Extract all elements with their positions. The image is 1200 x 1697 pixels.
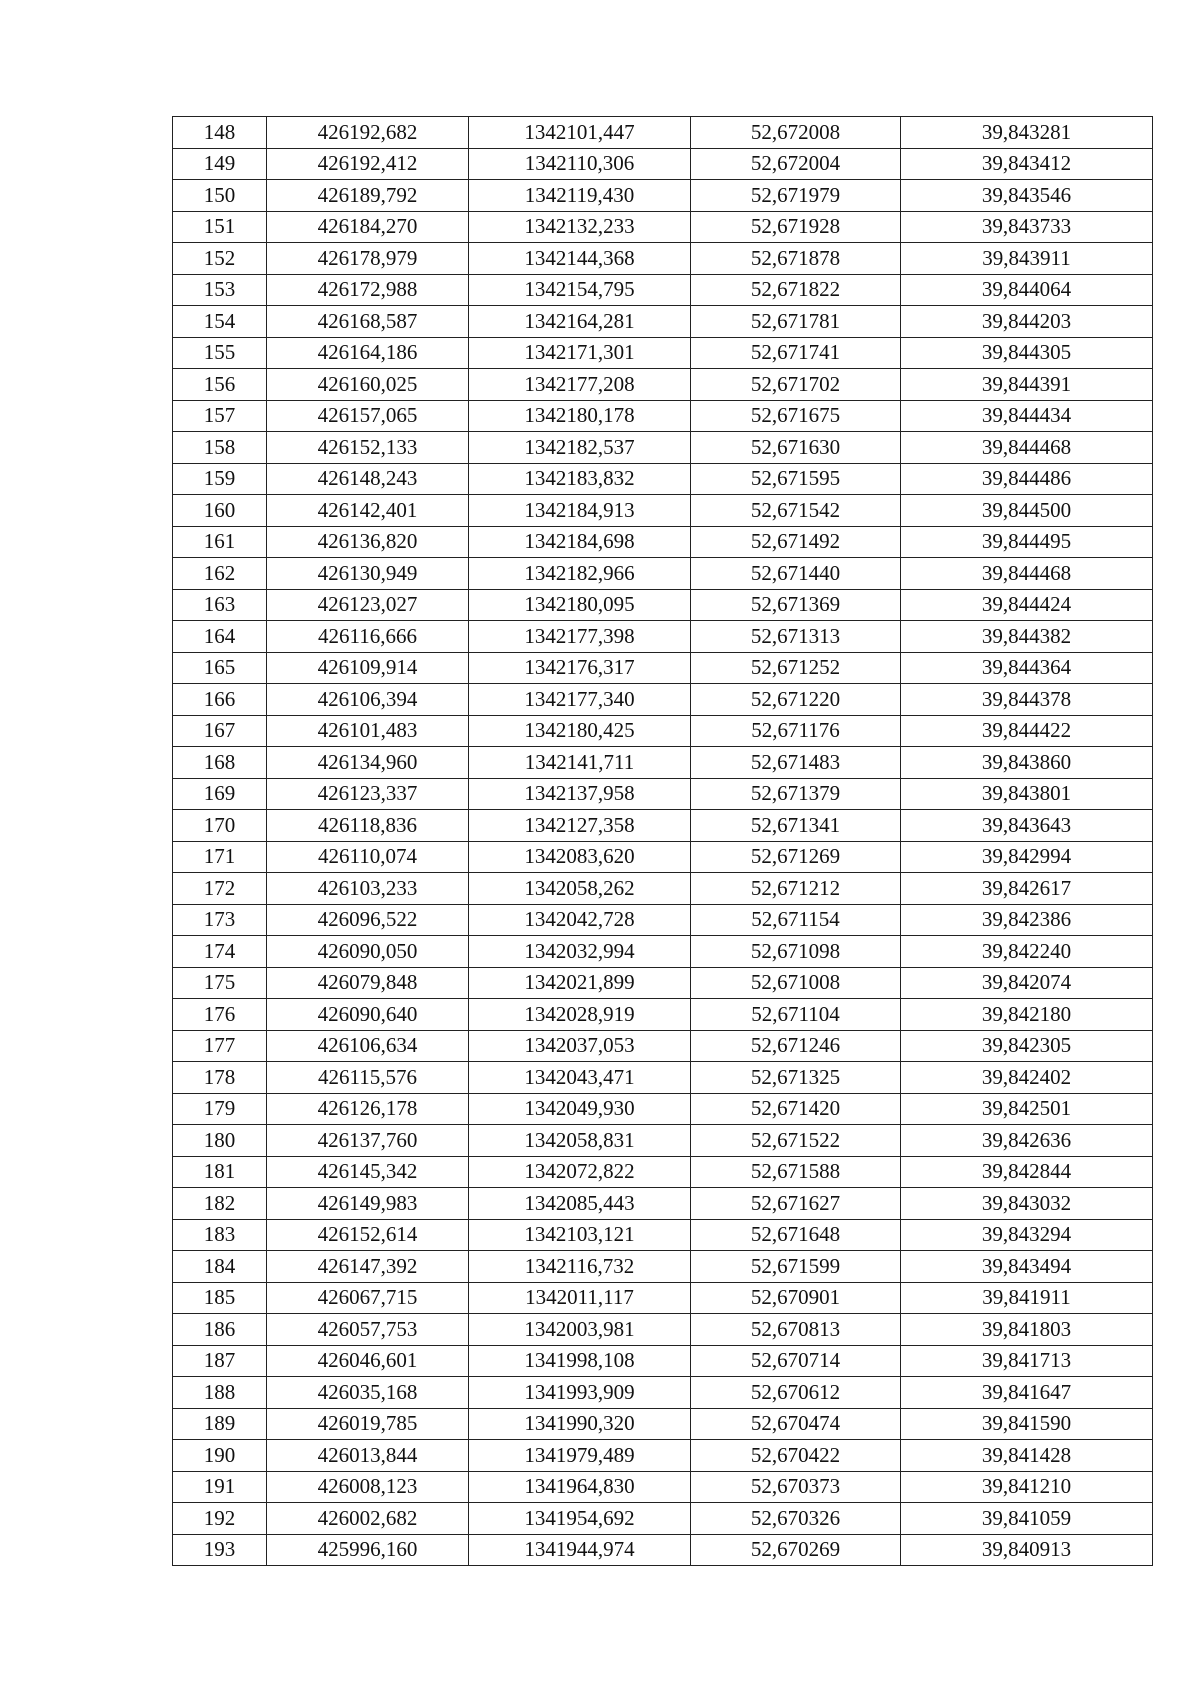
x-coordinate-cell: 426090,050 bbox=[267, 936, 469, 968]
latitude-cell: 52,671492 bbox=[691, 526, 901, 558]
longitude-cell: 39,841647 bbox=[901, 1377, 1153, 1409]
y-coordinate-cell: 1342003,981 bbox=[469, 1314, 691, 1346]
latitude-cell: 52,671878 bbox=[691, 243, 901, 275]
x-coordinate-cell: 426109,914 bbox=[267, 652, 469, 684]
point-number-cell: 181 bbox=[173, 1156, 267, 1188]
latitude-cell: 52,671542 bbox=[691, 495, 901, 527]
table-row bbox=[173, 1440, 1153, 1472]
longitude-cell: 39,843733 bbox=[901, 211, 1153, 243]
latitude-cell: 52,671379 bbox=[691, 778, 901, 810]
longitude-cell: 39,843494 bbox=[901, 1251, 1153, 1283]
point-number-cell: 177 bbox=[173, 1030, 267, 1062]
table-row bbox=[173, 1030, 1153, 1062]
coordinates-table bbox=[172, 116, 1153, 1566]
longitude-cell: 39,843911 bbox=[901, 243, 1153, 275]
point-number-cell: 173 bbox=[173, 904, 267, 936]
y-coordinate-cell: 1342180,178 bbox=[469, 400, 691, 432]
y-coordinate-cell: 1342032,994 bbox=[469, 936, 691, 968]
point-number-cell: 167 bbox=[173, 715, 267, 747]
table-row bbox=[173, 306, 1153, 338]
x-coordinate-cell: 426160,025 bbox=[267, 369, 469, 401]
point-number-cell: 155 bbox=[173, 337, 267, 369]
x-coordinate-cell: 426118,836 bbox=[267, 810, 469, 842]
x-coordinate-cell: 426189,792 bbox=[267, 180, 469, 212]
y-coordinate-cell: 1342182,966 bbox=[469, 558, 691, 590]
latitude-cell: 52,670901 bbox=[691, 1282, 901, 1314]
latitude-cell: 52,671008 bbox=[691, 967, 901, 999]
table-row bbox=[173, 747, 1153, 779]
y-coordinate-cell: 1342058,262 bbox=[469, 873, 691, 905]
table-row bbox=[173, 1188, 1153, 1220]
point-number-cell: 152 bbox=[173, 243, 267, 275]
point-number-cell: 191 bbox=[173, 1471, 267, 1503]
latitude-cell: 52,671599 bbox=[691, 1251, 901, 1283]
point-number-cell: 188 bbox=[173, 1377, 267, 1409]
table-row bbox=[173, 1314, 1153, 1346]
longitude-cell: 39,841713 bbox=[901, 1345, 1153, 1377]
table-row bbox=[173, 1534, 1153, 1566]
longitude-cell: 39,844422 bbox=[901, 715, 1153, 747]
y-coordinate-cell: 1342049,930 bbox=[469, 1093, 691, 1125]
longitude-cell: 39,843643 bbox=[901, 810, 1153, 842]
table-row bbox=[173, 778, 1153, 810]
longitude-cell: 39,844382 bbox=[901, 621, 1153, 653]
x-coordinate-cell: 426142,401 bbox=[267, 495, 469, 527]
x-coordinate-cell: 426192,682 bbox=[267, 117, 469, 149]
longitude-cell: 39,844424 bbox=[901, 589, 1153, 621]
y-coordinate-cell: 1341993,909 bbox=[469, 1377, 691, 1409]
y-coordinate-cell: 1342037,053 bbox=[469, 1030, 691, 1062]
point-number-cell: 158 bbox=[173, 432, 267, 464]
table-row bbox=[173, 117, 1153, 149]
y-coordinate-cell: 1342103,121 bbox=[469, 1219, 691, 1251]
table-row bbox=[173, 1093, 1153, 1125]
table-row bbox=[173, 936, 1153, 968]
y-coordinate-cell: 1342042,728 bbox=[469, 904, 691, 936]
y-coordinate-cell: 1342184,913 bbox=[469, 495, 691, 527]
latitude-cell: 52,671246 bbox=[691, 1030, 901, 1062]
latitude-cell: 52,670422 bbox=[691, 1440, 901, 1472]
table-row bbox=[173, 1219, 1153, 1251]
x-coordinate-cell: 426148,243 bbox=[267, 463, 469, 495]
latitude-cell: 52,671220 bbox=[691, 684, 901, 716]
point-number-cell: 166 bbox=[173, 684, 267, 716]
point-number-cell: 151 bbox=[173, 211, 267, 243]
longitude-cell: 39,843860 bbox=[901, 747, 1153, 779]
x-coordinate-cell: 426137,760 bbox=[267, 1125, 469, 1157]
latitude-cell: 52,671104 bbox=[691, 999, 901, 1031]
longitude-cell: 39,844378 bbox=[901, 684, 1153, 716]
y-coordinate-cell: 1342072,822 bbox=[469, 1156, 691, 1188]
x-coordinate-cell: 426134,960 bbox=[267, 747, 469, 779]
point-number-cell: 180 bbox=[173, 1125, 267, 1157]
point-number-cell: 186 bbox=[173, 1314, 267, 1346]
latitude-cell: 52,670373 bbox=[691, 1471, 901, 1503]
longitude-cell: 39,844495 bbox=[901, 526, 1153, 558]
point-number-cell: 176 bbox=[173, 999, 267, 1031]
x-coordinate-cell: 426106,634 bbox=[267, 1030, 469, 1062]
x-coordinate-cell: 426067,715 bbox=[267, 1282, 469, 1314]
latitude-cell: 52,671313 bbox=[691, 621, 901, 653]
table-row bbox=[173, 432, 1153, 464]
latitude-cell: 52,671212 bbox=[691, 873, 901, 905]
y-coordinate-cell: 1342184,698 bbox=[469, 526, 691, 558]
table-row bbox=[173, 400, 1153, 432]
point-number-cell: 171 bbox=[173, 841, 267, 873]
latitude-cell: 52,670269 bbox=[691, 1534, 901, 1566]
x-coordinate-cell: 426019,785 bbox=[267, 1408, 469, 1440]
x-coordinate-cell: 426002,682 bbox=[267, 1503, 469, 1535]
table-row bbox=[173, 558, 1153, 590]
latitude-cell: 52,671325 bbox=[691, 1062, 901, 1094]
point-number-cell: 187 bbox=[173, 1345, 267, 1377]
table-row bbox=[173, 1503, 1153, 1535]
latitude-cell: 52,671702 bbox=[691, 369, 901, 401]
table-row bbox=[173, 1345, 1153, 1377]
latitude-cell: 52,671522 bbox=[691, 1125, 901, 1157]
x-coordinate-cell: 426101,483 bbox=[267, 715, 469, 747]
y-coordinate-cell: 1342177,340 bbox=[469, 684, 691, 716]
latitude-cell: 52,671269 bbox=[691, 841, 901, 873]
table-row bbox=[173, 1156, 1153, 1188]
x-coordinate-cell: 426130,949 bbox=[267, 558, 469, 590]
y-coordinate-cell: 1342101,447 bbox=[469, 117, 691, 149]
y-coordinate-cell: 1342164,281 bbox=[469, 306, 691, 338]
longitude-cell: 39,844468 bbox=[901, 432, 1153, 464]
longitude-cell: 39,842636 bbox=[901, 1125, 1153, 1157]
point-number-cell: 160 bbox=[173, 495, 267, 527]
longitude-cell: 39,841911 bbox=[901, 1282, 1153, 1314]
x-coordinate-cell: 426115,576 bbox=[267, 1062, 469, 1094]
latitude-cell: 52,671648 bbox=[691, 1219, 901, 1251]
table-row bbox=[173, 621, 1153, 653]
longitude-cell: 39,844364 bbox=[901, 652, 1153, 684]
latitude-cell: 52,671741 bbox=[691, 337, 901, 369]
y-coordinate-cell: 1341964,830 bbox=[469, 1471, 691, 1503]
longitude-cell: 39,844391 bbox=[901, 369, 1153, 401]
longitude-cell: 39,844434 bbox=[901, 400, 1153, 432]
point-number-cell: 192 bbox=[173, 1503, 267, 1535]
latitude-cell: 52,671252 bbox=[691, 652, 901, 684]
point-number-cell: 154 bbox=[173, 306, 267, 338]
latitude-cell: 52,671440 bbox=[691, 558, 901, 590]
table-row bbox=[173, 999, 1153, 1031]
x-coordinate-cell: 426126,178 bbox=[267, 1093, 469, 1125]
point-number-cell: 190 bbox=[173, 1440, 267, 1472]
point-number-cell: 162 bbox=[173, 558, 267, 590]
point-number-cell: 161 bbox=[173, 526, 267, 558]
latitude-cell: 52,671630 bbox=[691, 432, 901, 464]
x-coordinate-cell: 426145,342 bbox=[267, 1156, 469, 1188]
point-number-cell: 175 bbox=[173, 967, 267, 999]
y-coordinate-cell: 1342110,306 bbox=[469, 148, 691, 180]
point-number-cell: 174 bbox=[173, 936, 267, 968]
point-number-cell: 168 bbox=[173, 747, 267, 779]
y-coordinate-cell: 1342171,301 bbox=[469, 337, 691, 369]
point-number-cell: 148 bbox=[173, 117, 267, 149]
table-row bbox=[173, 243, 1153, 275]
x-coordinate-cell: 426164,186 bbox=[267, 337, 469, 369]
point-number-cell: 193 bbox=[173, 1534, 267, 1566]
point-number-cell: 165 bbox=[173, 652, 267, 684]
table-row bbox=[173, 148, 1153, 180]
longitude-cell: 39,844468 bbox=[901, 558, 1153, 590]
longitude-cell: 39,841210 bbox=[901, 1471, 1153, 1503]
point-number-cell: 185 bbox=[173, 1282, 267, 1314]
latitude-cell: 52,671627 bbox=[691, 1188, 901, 1220]
y-coordinate-cell: 1341944,974 bbox=[469, 1534, 691, 1566]
y-coordinate-cell: 1341998,108 bbox=[469, 1345, 691, 1377]
x-coordinate-cell: 426057,753 bbox=[267, 1314, 469, 1346]
table-row bbox=[173, 904, 1153, 936]
table-row bbox=[173, 589, 1153, 621]
table-row bbox=[173, 1125, 1153, 1157]
y-coordinate-cell: 1342183,832 bbox=[469, 463, 691, 495]
latitude-cell: 52,671595 bbox=[691, 463, 901, 495]
longitude-cell: 39,843032 bbox=[901, 1188, 1153, 1220]
table-row bbox=[173, 526, 1153, 558]
longitude-cell: 39,841059 bbox=[901, 1503, 1153, 1535]
table-row bbox=[173, 180, 1153, 212]
table-row bbox=[173, 1377, 1153, 1409]
x-coordinate-cell: 426035,168 bbox=[267, 1377, 469, 1409]
point-number-cell: 189 bbox=[173, 1408, 267, 1440]
table-row bbox=[173, 652, 1153, 684]
longitude-cell: 39,844064 bbox=[901, 274, 1153, 306]
table-row bbox=[173, 211, 1153, 243]
x-coordinate-cell: 426013,844 bbox=[267, 1440, 469, 1472]
table-row bbox=[173, 495, 1153, 527]
longitude-cell: 39,842305 bbox=[901, 1030, 1153, 1062]
y-coordinate-cell: 1342021,899 bbox=[469, 967, 691, 999]
table-row bbox=[173, 1471, 1153, 1503]
latitude-cell: 52,671176 bbox=[691, 715, 901, 747]
point-number-cell: 170 bbox=[173, 810, 267, 842]
y-coordinate-cell: 1342043,471 bbox=[469, 1062, 691, 1094]
coordinates-table-body bbox=[173, 117, 1153, 1566]
x-coordinate-cell: 426168,587 bbox=[267, 306, 469, 338]
x-coordinate-cell: 426147,392 bbox=[267, 1251, 469, 1283]
longitude-cell: 39,843281 bbox=[901, 117, 1153, 149]
y-coordinate-cell: 1342144,368 bbox=[469, 243, 691, 275]
y-coordinate-cell: 1342028,919 bbox=[469, 999, 691, 1031]
y-coordinate-cell: 1341990,320 bbox=[469, 1408, 691, 1440]
longitude-cell: 39,844486 bbox=[901, 463, 1153, 495]
y-coordinate-cell: 1342180,425 bbox=[469, 715, 691, 747]
x-coordinate-cell: 426152,614 bbox=[267, 1219, 469, 1251]
y-coordinate-cell: 1341979,489 bbox=[469, 1440, 691, 1472]
x-coordinate-cell: 426178,979 bbox=[267, 243, 469, 275]
point-number-cell: 153 bbox=[173, 274, 267, 306]
y-coordinate-cell: 1342176,317 bbox=[469, 652, 691, 684]
latitude-cell: 52,672008 bbox=[691, 117, 901, 149]
longitude-cell: 39,844305 bbox=[901, 337, 1153, 369]
x-coordinate-cell: 426103,233 bbox=[267, 873, 469, 905]
latitude-cell: 52,670714 bbox=[691, 1345, 901, 1377]
longitude-cell: 39,842074 bbox=[901, 967, 1153, 999]
x-coordinate-cell: 426123,027 bbox=[267, 589, 469, 621]
point-number-cell: 164 bbox=[173, 621, 267, 653]
longitude-cell: 39,842240 bbox=[901, 936, 1153, 968]
point-number-cell: 150 bbox=[173, 180, 267, 212]
latitude-cell: 52,670813 bbox=[691, 1314, 901, 1346]
table-row bbox=[173, 1282, 1153, 1314]
y-coordinate-cell: 1342058,831 bbox=[469, 1125, 691, 1157]
x-coordinate-cell: 426046,601 bbox=[267, 1345, 469, 1377]
y-coordinate-cell: 1342154,795 bbox=[469, 274, 691, 306]
table-row bbox=[173, 873, 1153, 905]
longitude-cell: 39,842386 bbox=[901, 904, 1153, 936]
longitude-cell: 39,842617 bbox=[901, 873, 1153, 905]
point-number-cell: 184 bbox=[173, 1251, 267, 1283]
longitude-cell: 39,841803 bbox=[901, 1314, 1153, 1346]
y-coordinate-cell: 1342177,398 bbox=[469, 621, 691, 653]
longitude-cell: 39,843412 bbox=[901, 148, 1153, 180]
point-number-cell: 172 bbox=[173, 873, 267, 905]
y-coordinate-cell: 1342011,117 bbox=[469, 1282, 691, 1314]
latitude-cell: 52,671588 bbox=[691, 1156, 901, 1188]
point-number-cell: 183 bbox=[173, 1219, 267, 1251]
x-coordinate-cell: 426116,666 bbox=[267, 621, 469, 653]
point-number-cell: 163 bbox=[173, 589, 267, 621]
x-coordinate-cell: 426096,522 bbox=[267, 904, 469, 936]
table-row bbox=[173, 967, 1153, 999]
y-coordinate-cell: 1342127,358 bbox=[469, 810, 691, 842]
x-coordinate-cell: 426136,820 bbox=[267, 526, 469, 558]
x-coordinate-cell: 426008,123 bbox=[267, 1471, 469, 1503]
latitude-cell: 52,671979 bbox=[691, 180, 901, 212]
x-coordinate-cell: 426152,133 bbox=[267, 432, 469, 464]
longitude-cell: 39,841590 bbox=[901, 1408, 1153, 1440]
latitude-cell: 52,671822 bbox=[691, 274, 901, 306]
latitude-cell: 52,671154 bbox=[691, 904, 901, 936]
x-coordinate-cell: 426079,848 bbox=[267, 967, 469, 999]
x-coordinate-cell: 426172,988 bbox=[267, 274, 469, 306]
latitude-cell: 52,671928 bbox=[691, 211, 901, 243]
latitude-cell: 52,671781 bbox=[691, 306, 901, 338]
point-number-cell: 157 bbox=[173, 400, 267, 432]
table-row bbox=[173, 1251, 1153, 1283]
point-number-cell: 156 bbox=[173, 369, 267, 401]
longitude-cell: 39,842180 bbox=[901, 999, 1153, 1031]
table-row bbox=[173, 337, 1153, 369]
point-number-cell: 182 bbox=[173, 1188, 267, 1220]
longitude-cell: 39,842402 bbox=[901, 1062, 1153, 1094]
x-coordinate-cell: 426106,394 bbox=[267, 684, 469, 716]
y-coordinate-cell: 1342180,095 bbox=[469, 589, 691, 621]
y-coordinate-cell: 1342177,208 bbox=[469, 369, 691, 401]
longitude-cell: 39,842501 bbox=[901, 1093, 1153, 1125]
y-coordinate-cell: 1342116,732 bbox=[469, 1251, 691, 1283]
latitude-cell: 52,670612 bbox=[691, 1377, 901, 1409]
longitude-cell: 39,842844 bbox=[901, 1156, 1153, 1188]
latitude-cell: 52,671483 bbox=[691, 747, 901, 779]
y-coordinate-cell: 1342085,443 bbox=[469, 1188, 691, 1220]
longitude-cell: 39,842994 bbox=[901, 841, 1153, 873]
y-coordinate-cell: 1342083,620 bbox=[469, 841, 691, 873]
x-coordinate-cell: 426090,640 bbox=[267, 999, 469, 1031]
longitude-cell: 39,841428 bbox=[901, 1440, 1153, 1472]
y-coordinate-cell: 1342182,537 bbox=[469, 432, 691, 464]
y-coordinate-cell: 1341954,692 bbox=[469, 1503, 691, 1535]
x-coordinate-cell: 425996,160 bbox=[267, 1534, 469, 1566]
x-coordinate-cell: 426157,065 bbox=[267, 400, 469, 432]
table-row bbox=[173, 369, 1153, 401]
x-coordinate-cell: 426149,983 bbox=[267, 1188, 469, 1220]
point-number-cell: 159 bbox=[173, 463, 267, 495]
table-row bbox=[173, 463, 1153, 495]
y-coordinate-cell: 1342137,958 bbox=[469, 778, 691, 810]
latitude-cell: 52,670474 bbox=[691, 1408, 901, 1440]
latitude-cell: 52,671341 bbox=[691, 810, 901, 842]
table-row bbox=[173, 1408, 1153, 1440]
x-coordinate-cell: 426110,074 bbox=[267, 841, 469, 873]
latitude-cell: 52,672004 bbox=[691, 148, 901, 180]
x-coordinate-cell: 426184,270 bbox=[267, 211, 469, 243]
longitude-cell: 39,840913 bbox=[901, 1534, 1153, 1566]
y-coordinate-cell: 1342141,711 bbox=[469, 747, 691, 779]
longitude-cell: 39,843801 bbox=[901, 778, 1153, 810]
table-row bbox=[173, 274, 1153, 306]
point-number-cell: 149 bbox=[173, 148, 267, 180]
longitude-cell: 39,843294 bbox=[901, 1219, 1153, 1251]
table-row bbox=[173, 684, 1153, 716]
table-row bbox=[173, 1062, 1153, 1094]
longitude-cell: 39,844203 bbox=[901, 306, 1153, 338]
table-row bbox=[173, 810, 1153, 842]
point-number-cell: 178 bbox=[173, 1062, 267, 1094]
y-coordinate-cell: 1342119,430 bbox=[469, 180, 691, 212]
x-coordinate-cell: 426192,412 bbox=[267, 148, 469, 180]
point-number-cell: 179 bbox=[173, 1093, 267, 1125]
table-row bbox=[173, 715, 1153, 747]
y-coordinate-cell: 1342132,233 bbox=[469, 211, 691, 243]
longitude-cell: 39,844500 bbox=[901, 495, 1153, 527]
table-row bbox=[173, 841, 1153, 873]
latitude-cell: 52,671098 bbox=[691, 936, 901, 968]
longitude-cell: 39,843546 bbox=[901, 180, 1153, 212]
latitude-cell: 52,671420 bbox=[691, 1093, 901, 1125]
latitude-cell: 52,671675 bbox=[691, 400, 901, 432]
x-coordinate-cell: 426123,337 bbox=[267, 778, 469, 810]
latitude-cell: 52,670326 bbox=[691, 1503, 901, 1535]
point-number-cell: 169 bbox=[173, 778, 267, 810]
latitude-cell: 52,671369 bbox=[691, 589, 901, 621]
